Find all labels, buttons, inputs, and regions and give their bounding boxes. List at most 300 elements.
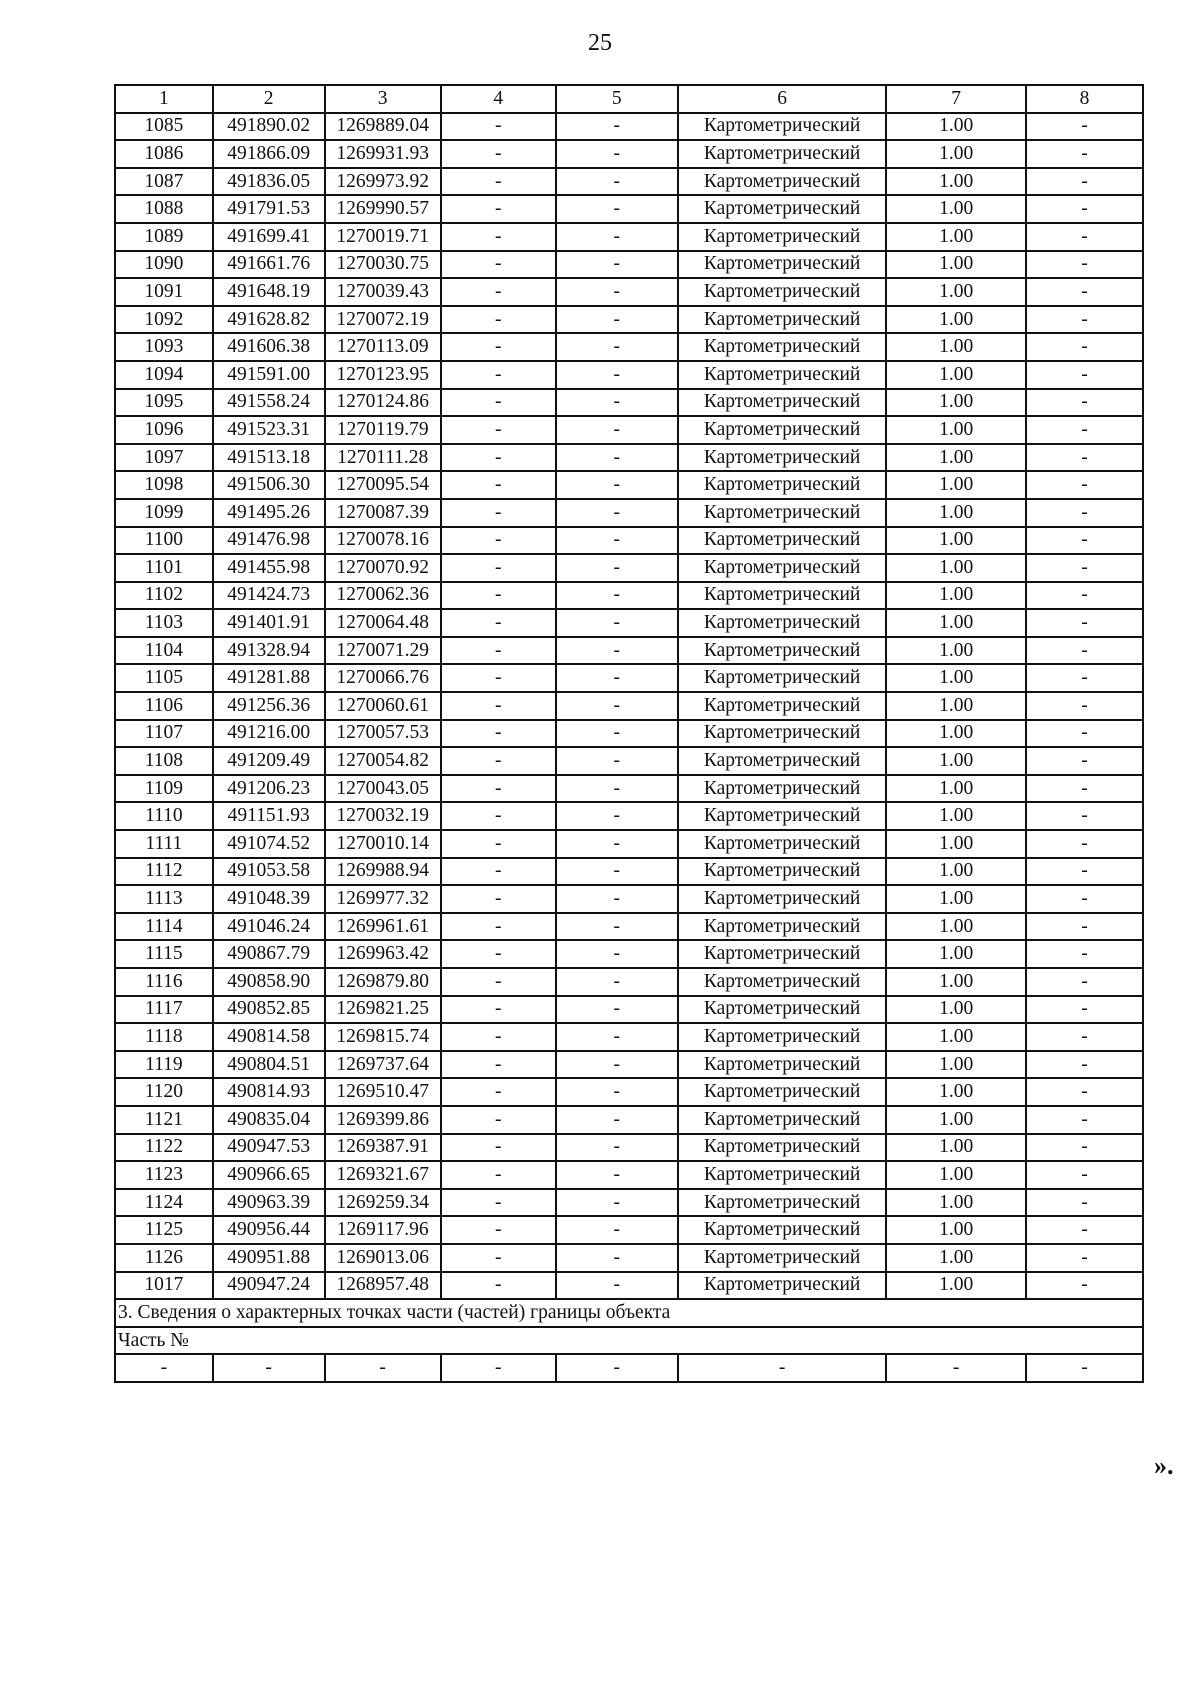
- table-cell-col-4: -: [441, 885, 556, 913]
- table-cell-col-8: -: [1026, 582, 1143, 610]
- table-cell-col-4: -: [441, 113, 556, 141]
- table-cell-col-2: 491074.52: [213, 830, 325, 858]
- table-cell-col-3: 1270039.43: [325, 278, 441, 306]
- table-cell-col-1: 1121: [115, 1106, 213, 1134]
- table-cell-col-7: 1.00: [886, 113, 1025, 141]
- table-cell-col-7: 1.00: [886, 996, 1025, 1024]
- table-cell-col-3: 1270124.86: [325, 389, 441, 417]
- table-cell-col-4: -: [441, 361, 556, 389]
- table-header-row: [115, 85, 1143, 113]
- table-cell-col-8: -: [1026, 416, 1143, 444]
- table-cell-col-8: -: [1026, 637, 1143, 665]
- table-cell-col-4: -: [441, 168, 556, 196]
- table-cell-col-3: 1269961.61: [325, 913, 441, 941]
- table-cell-col-3: 1269013.06: [325, 1244, 441, 1272]
- table-cell-col-3: 1270113.09: [325, 333, 441, 361]
- table-cell-col-7: 1.00: [886, 527, 1025, 555]
- table-cell-col-3: 1269399.86: [325, 1106, 441, 1134]
- table-row: [115, 554, 1143, 582]
- table-cell-col-1: 1093: [115, 333, 213, 361]
- table-cell-col-8: -: [1026, 1078, 1143, 1106]
- table-cell-col-1: 1123: [115, 1161, 213, 1189]
- table-cell-col-7: 1.00: [886, 1189, 1025, 1217]
- table-cell-col-1: 1124: [115, 1189, 213, 1217]
- table-cell-col-4: -: [441, 747, 556, 775]
- table-cell-col-6: Картометрический: [678, 1078, 887, 1106]
- table-cell-col-3: 1270119.79: [325, 416, 441, 444]
- table-cell-col-3: 1269973.92: [325, 168, 441, 196]
- table-row: [115, 251, 1143, 279]
- table-cell-col-4: -: [441, 858, 556, 886]
- table-cell-col-1: 1126: [115, 1244, 213, 1272]
- table-cell-col-3: 1270123.95: [325, 361, 441, 389]
- table-cell-col-5: -: [556, 444, 678, 472]
- table-cell-col-2: 491151.93: [213, 802, 325, 830]
- table-cell-col-1: 1098: [115, 471, 213, 499]
- table-cell-col-1: 1115: [115, 940, 213, 968]
- table-cell-col-4: -: [441, 1272, 556, 1300]
- table-cell-col-7: 1.00: [886, 1244, 1025, 1272]
- table-cell-col-1: 1089: [115, 223, 213, 251]
- table-cell-col-4: -: [441, 1051, 556, 1079]
- table-cell-col-3: 1270064.48: [325, 609, 441, 637]
- table-cell-col-5: -: [556, 140, 678, 168]
- table-cell-col-5: -: [556, 664, 678, 692]
- table-cell-col-2: 491523.31: [213, 416, 325, 444]
- table-cell-col-7: 1.00: [886, 1216, 1025, 1244]
- table-cell-col-4: -: [441, 692, 556, 720]
- table-cell-col-2: 490814.58: [213, 1023, 325, 1051]
- table-cell-col-1: 1087: [115, 168, 213, 196]
- table-cell-col-6: Картометрический: [678, 830, 887, 858]
- table-cell-col-3: 1270078.16: [325, 527, 441, 555]
- table-cell-col-6: Картометрический: [678, 499, 887, 527]
- table-cell-col-6: Картометрический: [678, 968, 887, 996]
- table-cell-col-4: -: [441, 913, 556, 941]
- table-cell-col-6: Картометрический: [678, 168, 887, 196]
- table-cell-col-8: -: [1026, 664, 1143, 692]
- table-cell-col-8: -: [1026, 1161, 1143, 1189]
- table-cell-col-2: 490963.39: [213, 1189, 325, 1217]
- table-cell-col-2: 490951.88: [213, 1244, 325, 1272]
- table-cell-col-4: -: [441, 1023, 556, 1051]
- table-cell-col-4: -: [441, 1078, 556, 1106]
- table-cell-col-2: 491495.26: [213, 499, 325, 527]
- table-cell-col-5: -: [556, 996, 678, 1024]
- table-cell-col-2: 491455.98: [213, 554, 325, 582]
- table-row: [115, 858, 1143, 886]
- table-cell-col-3: 1269963.42: [325, 940, 441, 968]
- table-cell-col-4: -: [441, 609, 556, 637]
- table-row: [115, 775, 1143, 803]
- table-cell-col-4: -: [441, 444, 556, 472]
- table-cell-col-6: Картометрический: [678, 527, 887, 555]
- table-cell-col-1: 1116: [115, 968, 213, 996]
- table-cell-col-1: 1017: [115, 1272, 213, 1300]
- table-cell-col-5: -: [556, 333, 678, 361]
- table-cell-col-7: 1.00: [886, 775, 1025, 803]
- table-cell-col-2: 490947.24: [213, 1272, 325, 1300]
- table-cell-col-2: 491476.98: [213, 527, 325, 555]
- table-cell-col-7: 1.00: [886, 1051, 1025, 1079]
- table-cell-col-3: 1270111.28: [325, 444, 441, 472]
- table-cell-col-1: 1110: [115, 802, 213, 830]
- table-cell-col-3: 1269821.25: [325, 996, 441, 1024]
- table-cell-col-6: Картометрический: [678, 747, 887, 775]
- table-cell-col-1: 1104: [115, 637, 213, 665]
- table-cell-col-3: 1269990.57: [325, 195, 441, 223]
- table-cell-col-1: 1105: [115, 664, 213, 692]
- table-cell-col-3: 1269510.47: [325, 1078, 441, 1106]
- table-cell-col-8: -: [1026, 968, 1143, 996]
- table-cell-col-5: 5: [556, 85, 678, 113]
- table-cell-col-3: 1269259.34: [325, 1189, 441, 1217]
- table-row: [115, 1216, 1143, 1244]
- table-cell-col-1: 1114: [115, 913, 213, 941]
- table-cell-col-1: -: [115, 1354, 213, 1382]
- table-cell-col-6: Картометрический: [678, 692, 887, 720]
- table-cell-col-3: 1268957.48: [325, 1272, 441, 1300]
- table-cell-col-6: Картометрический: [678, 1216, 887, 1244]
- table-cell-col-7: 1.00: [886, 802, 1025, 830]
- table-cell-col-1: 1122: [115, 1134, 213, 1162]
- table-cell-col-5: -: [556, 389, 678, 417]
- table-cell-col-7: 1.00: [886, 1106, 1025, 1134]
- table-row: [115, 113, 1143, 141]
- table-cell-col-6: Картометрический: [678, 1244, 887, 1272]
- table-cell-col-7: 1.00: [886, 223, 1025, 251]
- table-cell-col-2: 491401.91: [213, 609, 325, 637]
- boundary-points-table: [114, 84, 1144, 1383]
- table-cell-col-8: -: [1026, 1354, 1143, 1382]
- table-cell-col-8: 8: [1026, 85, 1143, 113]
- table-cell-col-7: 1.00: [886, 1272, 1025, 1300]
- table-cell-col-5: -: [556, 499, 678, 527]
- table-cell-col-5: -: [556, 1272, 678, 1300]
- table-cell-col-4: -: [441, 195, 556, 223]
- table-row: [115, 444, 1143, 472]
- table-cell-col-8: -: [1026, 1023, 1143, 1051]
- table-cell-col-4: -: [441, 527, 556, 555]
- table-cell-col-3: 1269977.32: [325, 885, 441, 913]
- table-cell-col-4: -: [441, 968, 556, 996]
- empty-data-row: [115, 1354, 1143, 1382]
- table-cell-col-4: -: [441, 416, 556, 444]
- table-cell-col-8: -: [1026, 554, 1143, 582]
- table-cell-col-6: Картометрический: [678, 278, 887, 306]
- table-cell-col-8: -: [1026, 251, 1143, 279]
- table-cell-col-7: 1.00: [886, 858, 1025, 886]
- table-cell-col-7: 1.00: [886, 637, 1025, 665]
- table-cell-col-3: 1270043.05: [325, 775, 441, 803]
- table-cell-col-1: 1117: [115, 996, 213, 1024]
- table-cell-col-1: 1086: [115, 140, 213, 168]
- table-cell-col-5: -: [556, 802, 678, 830]
- table-cell-col-7: 1.00: [886, 692, 1025, 720]
- table-cell-col-7: 1.00: [886, 940, 1025, 968]
- table-cell-col-6: Картометрический: [678, 940, 887, 968]
- table-cell-col-5: -: [556, 361, 678, 389]
- table-cell-col-8: -: [1026, 333, 1143, 361]
- table-cell-col-5: -: [556, 1216, 678, 1244]
- table-cell-col-7: 1.00: [886, 416, 1025, 444]
- table-row: [115, 1189, 1143, 1217]
- table-row: [115, 333, 1143, 361]
- table-cell-col-6: Картометрический: [678, 802, 887, 830]
- table-row: [115, 1134, 1143, 1162]
- table-cell-col-8: -: [1026, 913, 1143, 941]
- table-cell-col-4: -: [441, 1244, 556, 1272]
- table-cell-col-8: -: [1026, 1106, 1143, 1134]
- table-cell-col-4: -: [441, 251, 556, 279]
- section-title: 3. Сведения о характерных точках части (частей) границы объекта: [115, 1299, 1143, 1327]
- table-cell-col-3: 1270062.36: [325, 582, 441, 610]
- table-cell-col-4: -: [441, 333, 556, 361]
- table-cell-col-4: -: [441, 664, 556, 692]
- table-cell-col-4: -: [441, 471, 556, 499]
- table-cell-col-7: 1.00: [886, 1134, 1025, 1162]
- table-cell-col-4: -: [441, 637, 556, 665]
- table-cell-col-5: -: [556, 968, 678, 996]
- table-cell-col-2: 490835.04: [213, 1106, 325, 1134]
- table-row: [115, 1106, 1143, 1134]
- table-cell-col-7: 1.00: [886, 747, 1025, 775]
- table-cell-col-7: 1.00: [886, 1078, 1025, 1106]
- table-cell-col-6: -: [678, 1354, 887, 1382]
- table-cell-col-7: 1.00: [886, 1161, 1025, 1189]
- table-cell-col-5: -: [556, 1023, 678, 1051]
- table-cell-col-6: Картометрический: [678, 720, 887, 748]
- table-row: [115, 499, 1143, 527]
- table-cell-col-7: 1.00: [886, 554, 1025, 582]
- table-cell-col-1: 1112: [115, 858, 213, 886]
- table-cell-col-2: 490814.93: [213, 1078, 325, 1106]
- table-cell-col-7: 1.00: [886, 278, 1025, 306]
- table-row: [115, 140, 1143, 168]
- table-cell-col-4: -: [441, 1354, 556, 1382]
- table-cell-col-2: 2: [213, 85, 325, 113]
- table-cell-col-3: -: [325, 1354, 441, 1382]
- table-cell-col-6: Картометрический: [678, 223, 887, 251]
- table-cell-col-4: 4: [441, 85, 556, 113]
- table-cell-col-8: -: [1026, 885, 1143, 913]
- table-cell-col-8: -: [1026, 1134, 1143, 1162]
- table-cell-col-5: -: [556, 582, 678, 610]
- table-cell-col-5: -: [556, 775, 678, 803]
- table-cell-col-8: -: [1026, 858, 1143, 886]
- table-cell-col-2: 491791.53: [213, 195, 325, 223]
- table-cell-col-1: 1125: [115, 1216, 213, 1244]
- table-cell-col-5: -: [556, 913, 678, 941]
- table-cell-col-2: 491046.24: [213, 913, 325, 941]
- table-cell-col-4: -: [441, 830, 556, 858]
- table-cell-col-5: -: [556, 1354, 678, 1382]
- table-cell-col-6: Картометрический: [678, 996, 887, 1024]
- table-row: [115, 223, 1143, 251]
- table-cell-col-8: -: [1026, 1189, 1143, 1217]
- table-cell-col-2: 491424.73: [213, 582, 325, 610]
- table-cell-col-1: 1107: [115, 720, 213, 748]
- table-cell-col-2: 491256.36: [213, 692, 325, 720]
- table-cell-col-8: -: [1026, 223, 1143, 251]
- page-number: 25: [588, 30, 612, 56]
- table-row: [115, 968, 1143, 996]
- table-cell-col-7: 1.00: [886, 968, 1025, 996]
- table-cell-col-1: 1106: [115, 692, 213, 720]
- table-cell-col-2: 491328.94: [213, 637, 325, 665]
- table-cell-col-5: -: [556, 168, 678, 196]
- table-row: [115, 1272, 1143, 1300]
- table-row: [115, 195, 1143, 223]
- table-cell-col-8: -: [1026, 361, 1143, 389]
- table-cell-col-2: 490956.44: [213, 1216, 325, 1244]
- table-row: [115, 582, 1143, 610]
- table-cell-col-3: 1269117.96: [325, 1216, 441, 1244]
- table-cell-col-3: 1269387.91: [325, 1134, 441, 1162]
- table-row: [115, 913, 1143, 941]
- table-cell-col-1: 1094: [115, 361, 213, 389]
- table-cell-col-1: 1: [115, 85, 213, 113]
- table-cell-col-2: 491216.00: [213, 720, 325, 748]
- table-cell-col-5: -: [556, 1106, 678, 1134]
- table-cell-col-6: Картометрический: [678, 1023, 887, 1051]
- table-row: [115, 1023, 1143, 1051]
- table-cell-col-6: Картометрический: [678, 554, 887, 582]
- table-cell-col-8: -: [1026, 720, 1143, 748]
- table-cell-col-5: -: [556, 113, 678, 141]
- table-cell-col-2: 491513.18: [213, 444, 325, 472]
- table-cell-col-3: 3: [325, 85, 441, 113]
- table-cell-col-7: 1.00: [886, 499, 1025, 527]
- table-cell-col-5: -: [556, 637, 678, 665]
- table-row: [115, 1078, 1143, 1106]
- table-cell-col-3: 1269879.80: [325, 968, 441, 996]
- table-cell-col-4: -: [441, 389, 556, 417]
- table-cell-col-7: 1.00: [886, 720, 1025, 748]
- table-cell-col-6: Картометрический: [678, 251, 887, 279]
- table-cell-col-5: -: [556, 471, 678, 499]
- table-cell-col-4: -: [441, 1189, 556, 1217]
- table-row: [115, 168, 1143, 196]
- table-cell-col-6: Картометрический: [678, 664, 887, 692]
- table-cell-col-2: 491281.88: [213, 664, 325, 692]
- table-cell-col-4: -: [441, 140, 556, 168]
- table-cell-col-2: 491209.49: [213, 747, 325, 775]
- table-row: [115, 885, 1143, 913]
- table-row: [115, 527, 1143, 555]
- table-cell-col-2: 490867.79: [213, 940, 325, 968]
- table-cell-col-3: 1270072.19: [325, 306, 441, 334]
- table-cell-col-4: -: [441, 1106, 556, 1134]
- table-cell-col-5: -: [556, 858, 678, 886]
- table-cell-col-3: 1270095.54: [325, 471, 441, 499]
- table-cell-col-7: 1.00: [886, 333, 1025, 361]
- closing-quote: ».: [1154, 1451, 1174, 1480]
- table-cell-col-2: 491699.41: [213, 223, 325, 251]
- table-cell-col-2: 491558.24: [213, 389, 325, 417]
- table-cell-col-7: -: [886, 1354, 1025, 1382]
- table-cell-col-7: 1.00: [886, 664, 1025, 692]
- table-cell-col-2: 491048.39: [213, 885, 325, 913]
- table-row: [115, 802, 1143, 830]
- table-cell-col-1: 1097: [115, 444, 213, 472]
- table-cell-col-1: 1101: [115, 554, 213, 582]
- table-cell-col-7: 1.00: [886, 251, 1025, 279]
- table-cell-col-4: -: [441, 940, 556, 968]
- table-cell-col-7: 1.00: [886, 444, 1025, 472]
- table-cell-col-6: Картометрический: [678, 913, 887, 941]
- table-cell-col-2: 491836.05: [213, 168, 325, 196]
- table-cell-col-5: -: [556, 692, 678, 720]
- part-label-row: [115, 1327, 1143, 1355]
- table-cell-col-8: -: [1026, 444, 1143, 472]
- table-row: [115, 940, 1143, 968]
- table-cell-col-6: Картометрический: [678, 444, 887, 472]
- table-cell-col-6: Картометрический: [678, 637, 887, 665]
- table-cell-col-6: Картометрический: [678, 1106, 887, 1134]
- table-cell-col-5: -: [556, 306, 678, 334]
- table-cell-col-2: 490966.65: [213, 1161, 325, 1189]
- table-cell-col-7: 7: [886, 85, 1025, 113]
- table-cell-col-5: -: [556, 1189, 678, 1217]
- table-row: [115, 747, 1143, 775]
- table-cell-col-3: 1270019.71: [325, 223, 441, 251]
- table-cell-col-5: -: [556, 747, 678, 775]
- table-cell-col-7: 1.00: [886, 168, 1025, 196]
- table-cell-col-7: 1.00: [886, 830, 1025, 858]
- table-cell-col-2: -: [213, 1354, 325, 1382]
- table-cell-col-8: -: [1026, 775, 1143, 803]
- table-row: [115, 306, 1143, 334]
- table-cell-col-5: -: [556, 940, 678, 968]
- table-cell-col-7: 1.00: [886, 361, 1025, 389]
- table-cell-col-8: -: [1026, 1051, 1143, 1079]
- table-cell-col-8: -: [1026, 830, 1143, 858]
- table-row: [115, 1244, 1143, 1272]
- table-cell-col-5: -: [556, 1244, 678, 1272]
- table-row: [115, 278, 1143, 306]
- table-cell-col-5: -: [556, 251, 678, 279]
- table-cell-col-5: -: [556, 885, 678, 913]
- table-body: [115, 85, 1143, 1382]
- table-cell-col-8: -: [1026, 389, 1143, 417]
- table-cell-col-5: -: [556, 720, 678, 748]
- table-cell-col-5: -: [556, 1051, 678, 1079]
- part-label: Часть №: [115, 1327, 1143, 1355]
- table-cell-col-3: 1269737.64: [325, 1051, 441, 1079]
- table-cell-col-8: -: [1026, 747, 1143, 775]
- table-cell-col-8: -: [1026, 940, 1143, 968]
- table-cell-col-7: 1.00: [886, 885, 1025, 913]
- table-cell-col-1: 1103: [115, 609, 213, 637]
- table-cell-col-6: Картометрический: [678, 609, 887, 637]
- table-cell-col-2: 491890.02: [213, 113, 325, 141]
- table-cell-col-1: 1111: [115, 830, 213, 858]
- table-cell-col-7: 1.00: [886, 140, 1025, 168]
- table-cell-col-1: 1095: [115, 389, 213, 417]
- table-cell-col-1: 1088: [115, 195, 213, 223]
- table-cell-col-8: -: [1026, 1216, 1143, 1244]
- table-cell-col-1: 1108: [115, 747, 213, 775]
- table-cell-col-5: -: [556, 1078, 678, 1106]
- table-cell-col-3: 1269931.93: [325, 140, 441, 168]
- table-cell-col-2: 491606.38: [213, 333, 325, 361]
- table-cell-col-1: 1102: [115, 582, 213, 610]
- table-cell-col-2: 490852.85: [213, 996, 325, 1024]
- table-row: [115, 361, 1143, 389]
- table-row: [115, 416, 1143, 444]
- table-cell-col-4: -: [441, 306, 556, 334]
